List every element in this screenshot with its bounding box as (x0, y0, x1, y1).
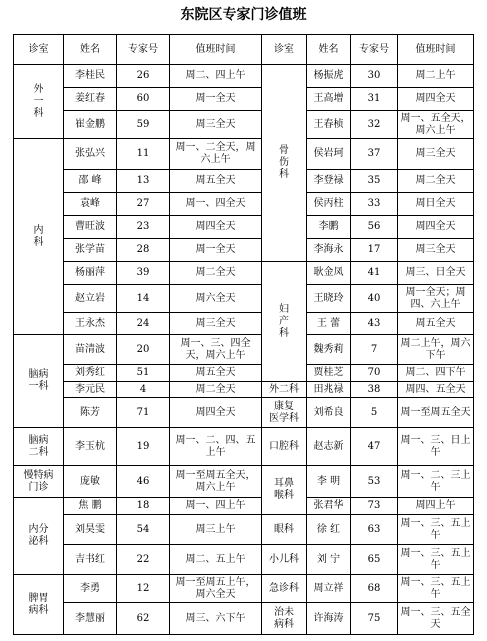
duty-time: 周一、二、四、五上午 (170, 428, 262, 466)
doctor-name: 王晓玲 (307, 285, 351, 313)
table-row (14, 88, 474, 111)
doctor-number: 7 (351, 335, 398, 365)
duty-time: 周一、四全天 (170, 193, 262, 216)
header-time: 值班时间 (170, 35, 262, 65)
doctor-number: 46 (117, 466, 170, 498)
doctor-number: 17 (351, 239, 398, 262)
doctor-number: 53 (351, 466, 398, 498)
dept-cell: 小儿科 (262, 545, 307, 575)
doctor-name: 徐 红 (307, 515, 351, 545)
duty-time: 周三全天 (170, 313, 262, 335)
duty-time: 周一全天 (170, 88, 262, 111)
doctor-number: 20 (117, 335, 170, 365)
dept-cell: 慢特病 门诊 (14, 466, 64, 498)
doctor-name: 李慧丽 (64, 603, 117, 635)
doctor-number: 31 (351, 88, 398, 111)
duty-time: 周四、五全天 (398, 382, 474, 398)
doctor-number: 24 (117, 313, 170, 335)
doctor-name: 张学苗 (64, 239, 117, 262)
doctor-number: 54 (117, 515, 170, 545)
doctor-number: 38 (351, 382, 398, 398)
duty-time: 周日全天 (398, 193, 474, 216)
doctor-name: 刘秀红 (64, 365, 117, 382)
table-row (14, 170, 474, 193)
doctor-name: 李玉杭 (64, 428, 117, 466)
doctor-number: 59 (117, 111, 170, 139)
table-row (14, 313, 474, 335)
duty-time: 周三、日全天 (398, 262, 474, 285)
doctor-number: 22 (117, 545, 170, 575)
doctor-name: 许海涛 (307, 603, 351, 635)
doctor-number: 43 (351, 313, 398, 335)
doctor-name: 周立祥 (307, 575, 351, 603)
doctor-name: 刘昊雯 (64, 515, 117, 545)
table-row (14, 111, 474, 139)
doctor-name: 庞敏 (64, 466, 117, 498)
table-row (14, 575, 474, 603)
doctor-name: 张君华 (307, 498, 351, 515)
header-number: 专家号 (117, 35, 170, 65)
duty-time: 周五全天 (398, 313, 474, 335)
doctor-number: 26 (117, 65, 170, 88)
duty-time: 周三全天 (398, 239, 474, 262)
doctor-name: 李勇 (64, 575, 117, 603)
doctor-name: 王春桢 (307, 111, 351, 139)
doctor-name: 李元民 (64, 382, 117, 398)
schedule-table (13, 34, 474, 635)
table-row (14, 65, 474, 88)
duty-time: 周二全天 (398, 170, 474, 193)
duty-time: 周三、六下午 (170, 603, 262, 635)
duty-time: 周一至周五全天，周六上午 (170, 466, 262, 498)
duty-time: 周四上午 (398, 498, 474, 515)
header-dept-right: 诊室 (262, 35, 307, 65)
duty-time: 周一、五全天，周六上午 (398, 111, 474, 139)
duty-time: 周五全天 (170, 365, 262, 382)
doctor-number: 73 (351, 498, 398, 515)
doctor-number: 40 (351, 285, 398, 313)
duty-time: 周二全天 (170, 262, 262, 285)
duty-time: 周二、四上午 (170, 65, 262, 88)
doctor-name: 刘 宁 (307, 545, 351, 575)
doctor-number: 63 (351, 515, 398, 545)
duty-time: 周一、三、五上午 (398, 575, 474, 603)
duty-time: 周一、二全天，周六上午 (170, 139, 262, 170)
doctor-number: 68 (351, 575, 398, 603)
duty-time: 周四全天 (398, 216, 474, 239)
table-row (14, 428, 474, 466)
doctor-name: 邵 峰 (64, 170, 117, 193)
table-row (14, 216, 474, 239)
doctor-name: 苗清波 (64, 335, 117, 365)
dept-cell: 急诊科 (262, 575, 307, 603)
duty-time: 周一、三、日上午 (398, 428, 474, 466)
doctor-name: 李海永 (307, 239, 351, 262)
duty-time: 周一、三、五上午 (398, 515, 474, 545)
duty-time: 周二、四下午 (398, 365, 474, 382)
doctor-number: 18 (117, 498, 170, 515)
table-row (14, 466, 474, 498)
doctor-number: 39 (117, 262, 170, 285)
doctor-number: 75 (351, 603, 398, 635)
doctor-number: 37 (351, 139, 398, 170)
duty-time: 周四全天 (170, 216, 262, 239)
doctor-number: 62 (117, 603, 170, 635)
dept-cell: 骨 伤 科 (262, 65, 307, 262)
doctor-name: 崔金鹏 (64, 111, 117, 139)
duty-time: 周一全天；周四、六上午 (398, 285, 474, 313)
dept-cell: 耳鼻 喉科 (262, 466, 307, 515)
doctor-number: 60 (117, 88, 170, 111)
duty-time: 周三全天 (398, 139, 474, 170)
doctor-name: 王高增 (307, 88, 351, 111)
doctor-number: 33 (351, 193, 398, 216)
doctor-name: 田兆禄 (307, 382, 351, 398)
doctor-number: 13 (117, 170, 170, 193)
doctor-name: 王 蕾 (307, 313, 351, 335)
table-row (14, 193, 474, 216)
doctor-number: 35 (351, 170, 398, 193)
dept-cell: 内分 泌科 (14, 498, 64, 575)
duty-time: 周二全天 (170, 382, 262, 398)
doctor-number: 47 (351, 428, 398, 466)
duty-time: 周四全天 (398, 88, 474, 111)
duty-time: 周二、五上午 (170, 545, 262, 575)
duty-time: 周一至周五全天 (398, 398, 474, 428)
dept-cell: 妇 产 科 (262, 262, 307, 382)
doctor-number: 11 (117, 139, 170, 170)
doctor-name: 焦 鹏 (64, 498, 117, 515)
doctor-number: 32 (351, 111, 398, 139)
doctor-name: 王永杰 (64, 313, 117, 335)
header-dept: 诊室 (14, 35, 64, 65)
doctor-number: 27 (117, 193, 170, 216)
duty-time: 周三上午 (170, 515, 262, 545)
doctor-number: 56 (351, 216, 398, 239)
header-name: 姓名 (64, 35, 117, 65)
duty-time: 周二上午，周六下午 (398, 335, 474, 365)
duty-time: 周一、三、四全天，周六上午 (170, 335, 262, 365)
table-row (14, 139, 474, 170)
page-title: 东院区专家门诊值班 (180, 7, 307, 23)
table-header-row (14, 35, 474, 65)
table-row (14, 365, 474, 382)
dept-cell: 眼科 (262, 515, 307, 545)
table-row (14, 262, 474, 285)
doctor-name: 赵立岩 (64, 285, 117, 313)
dept-cell: 口腔科 (262, 428, 307, 466)
doctor-number: 12 (117, 575, 170, 603)
doctor-number: 4 (117, 382, 170, 398)
doctor-name: 耿金凤 (307, 262, 351, 285)
doctor-number: 51 (117, 365, 170, 382)
duty-time: 周一、二、三上午 (398, 466, 474, 498)
dept-cell: 脾胃 病科 (14, 575, 64, 635)
doctor-name: 李登禄 (307, 170, 351, 193)
table-row (14, 398, 474, 428)
doctor-name: 吉书红 (64, 545, 117, 575)
doctor-name: 张弘兴 (64, 139, 117, 170)
duty-time: 周一、三、五全天 (398, 603, 474, 635)
doctor-name: 赵志新 (307, 428, 351, 466)
table-row (14, 545, 474, 575)
header-number-right: 专家号 (351, 35, 398, 65)
table-row (14, 335, 474, 365)
header-name-right: 姓名 (307, 35, 351, 65)
doctor-number: 65 (351, 545, 398, 575)
doctor-name: 李鹏 (307, 216, 351, 239)
doctor-name: 侯岩珂 (307, 139, 351, 170)
doctor-name: 李桂民 (64, 65, 117, 88)
duty-time: 周一、三、五上午 (398, 545, 474, 575)
duty-time: 周五全天 (170, 170, 262, 193)
dept-cell: 康复 医学科 (262, 398, 307, 428)
duty-time: 周四全天 (170, 398, 262, 428)
duty-time: 周一全天 (170, 239, 262, 262)
doctor-number: 41 (351, 262, 398, 285)
doctor-number: 70 (351, 365, 398, 382)
dept-cell: 脑病 一科 (14, 335, 64, 428)
doctor-name: 曹旺波 (64, 216, 117, 239)
table-row (14, 515, 474, 545)
doctor-number: 23 (117, 216, 170, 239)
doctor-name: 侯丙柱 (307, 193, 351, 216)
dept-cell: 脑病 二科 (14, 428, 64, 466)
doctor-name: 杨振虎 (307, 65, 351, 88)
doctor-number: 5 (351, 398, 398, 428)
duty-time: 周二上午 (398, 65, 474, 88)
doctor-name: 袁峰 (64, 193, 117, 216)
table-row (14, 239, 474, 262)
dept-cell: 外二科 (262, 382, 307, 398)
duty-time: 周六全天 (170, 285, 262, 313)
table-row (14, 498, 474, 515)
duty-time: 周一至周五上午，周六全天 (170, 575, 262, 603)
duty-time: 周三全天 (170, 111, 262, 139)
doctor-name: 魏秀莉 (307, 335, 351, 365)
table-row (14, 382, 474, 398)
dept-cell: 内 科 (14, 139, 64, 335)
duty-time: 周一、四上午 (170, 498, 262, 515)
doctor-name: 姜红春 (64, 88, 117, 111)
doctor-name: 杨丽萍 (64, 262, 117, 285)
dept-cell: 外 一 科 (14, 65, 64, 139)
doctor-number: 19 (117, 428, 170, 466)
doctor-number: 30 (351, 65, 398, 88)
header-time-right: 值班时间 (398, 35, 474, 65)
doctor-name: 李 明 (307, 466, 351, 498)
dept-cell: 治未 病科 (262, 603, 307, 635)
doctor-name: 陈芳 (64, 398, 117, 428)
doctor-name: 刘希良 (307, 398, 351, 428)
table-row (14, 285, 474, 313)
doctor-number: 28 (117, 239, 170, 262)
table-row (14, 603, 474, 635)
doctor-number: 71 (117, 398, 170, 428)
doctor-name: 贾桂芝 (307, 365, 351, 382)
doctor-number: 14 (117, 285, 170, 313)
